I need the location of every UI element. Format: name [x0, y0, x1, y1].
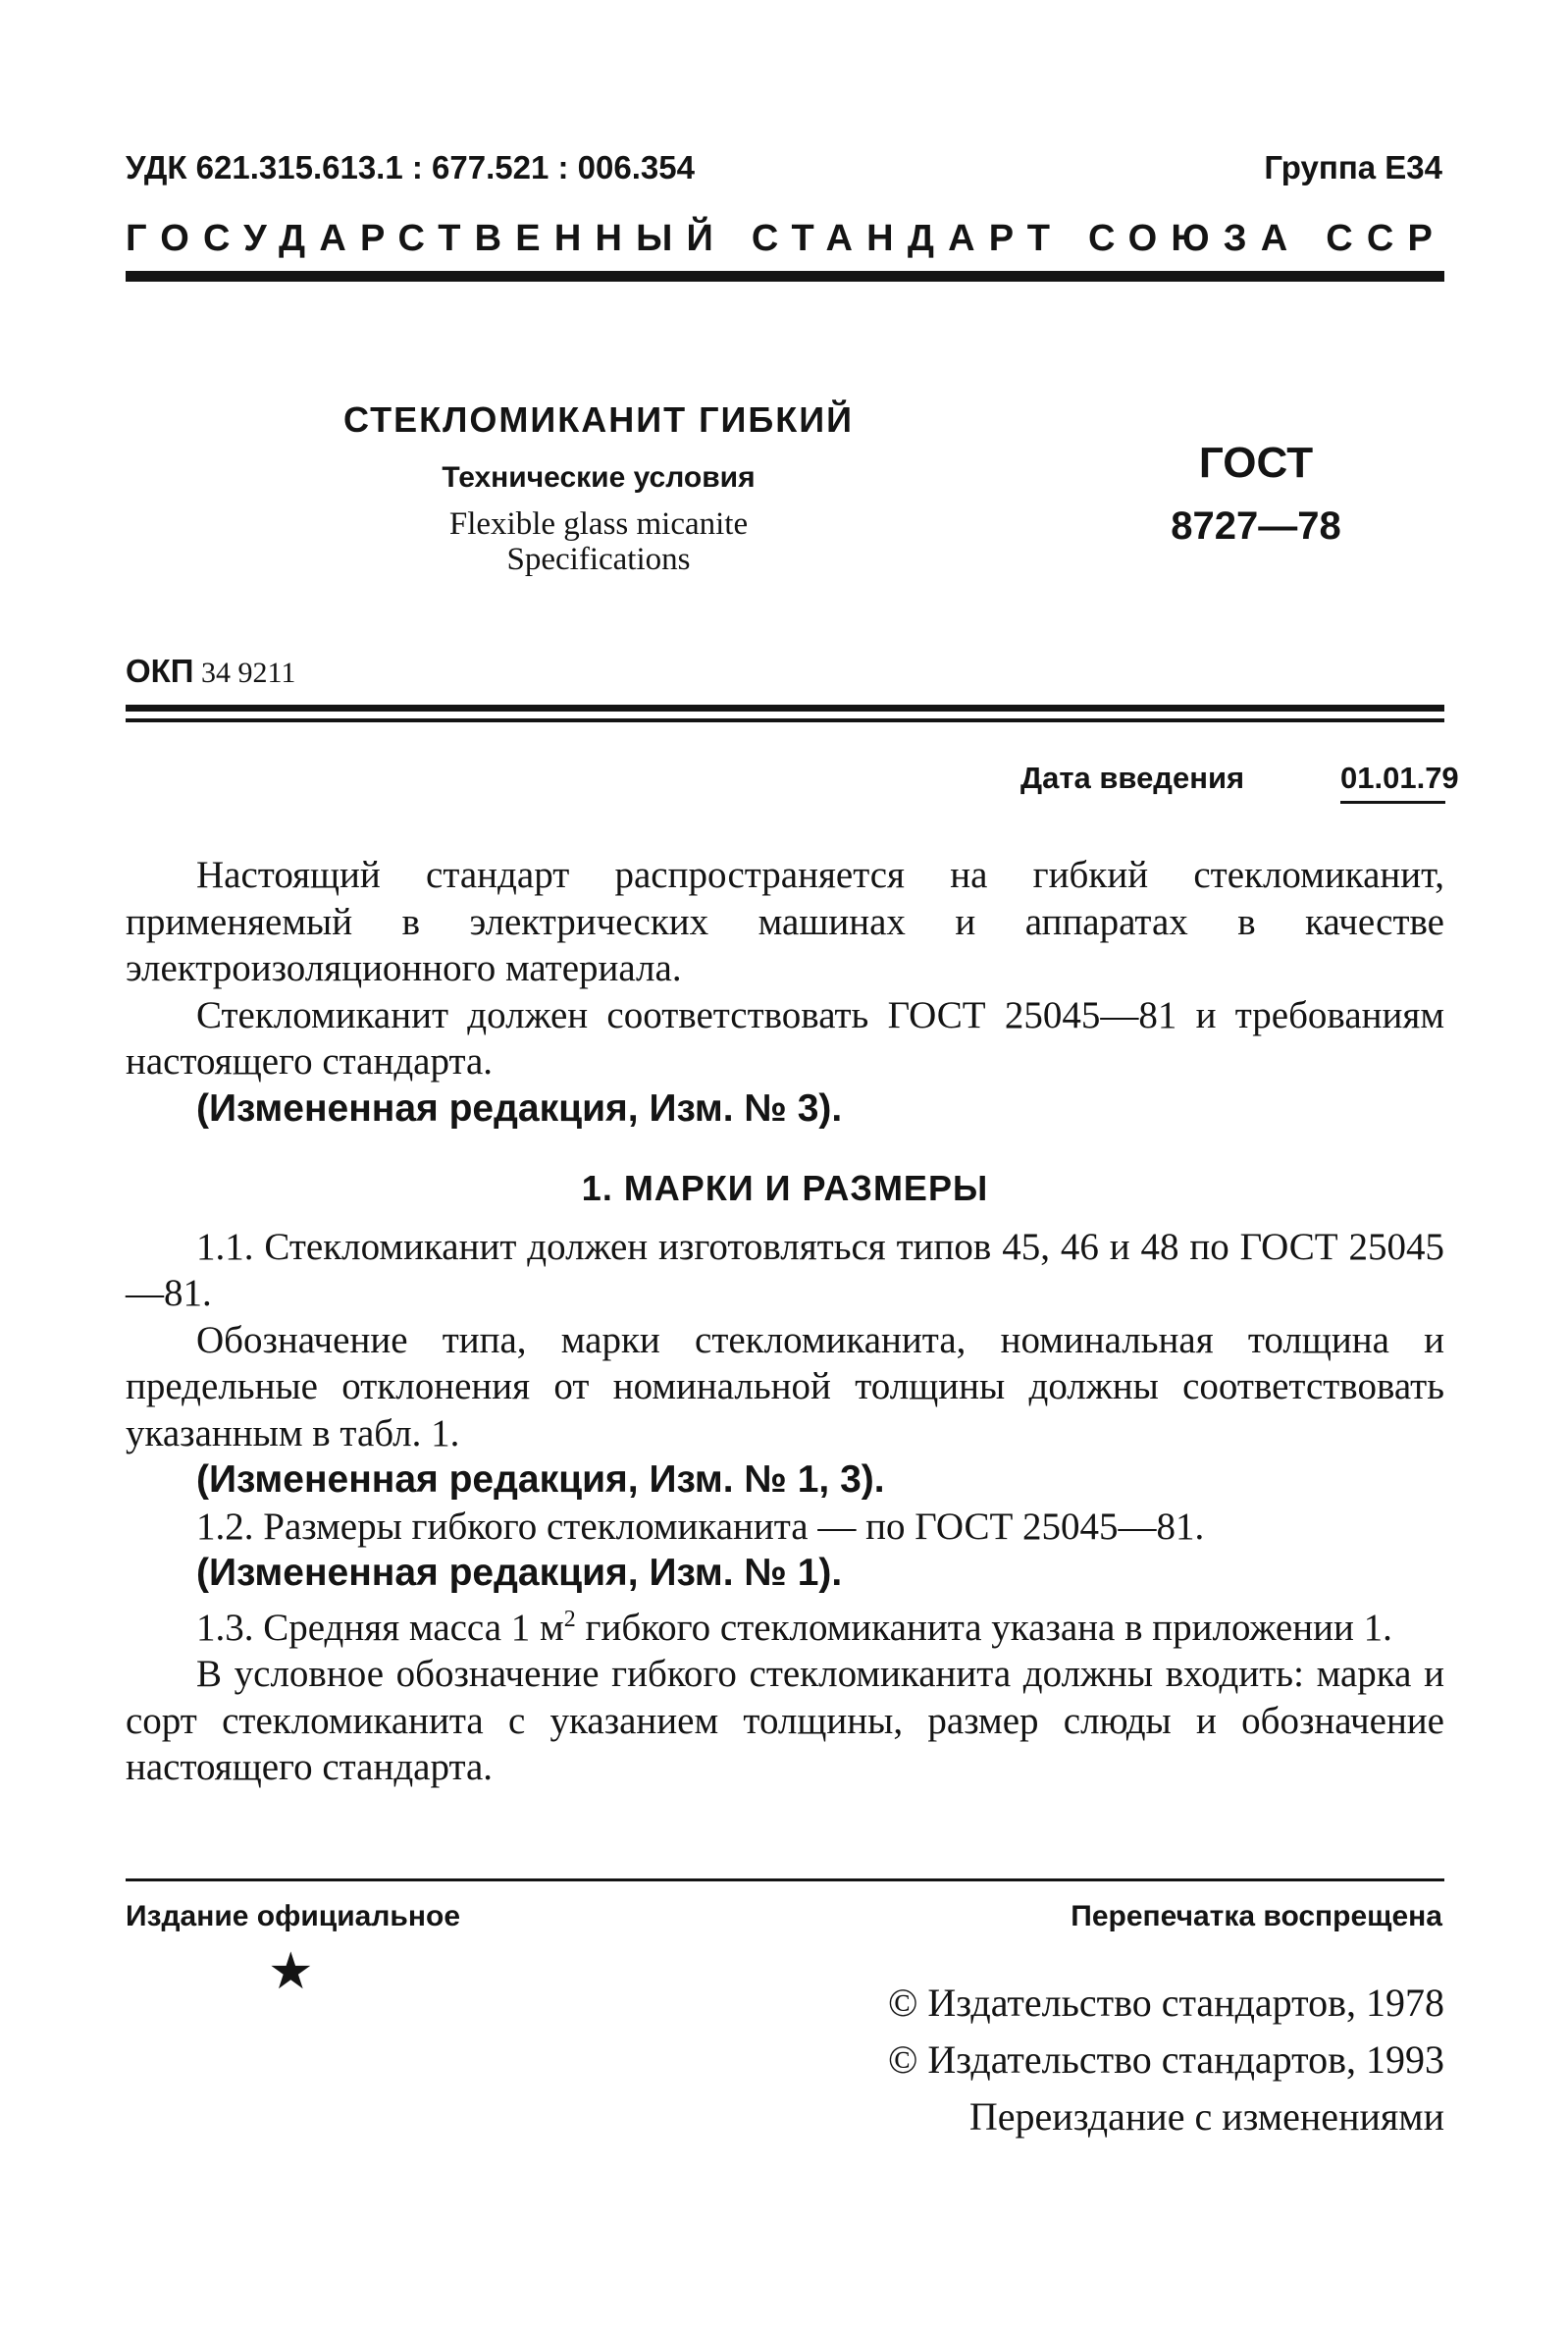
official-edition-label: Издание официальное — [126, 1900, 461, 1932]
clause-1-3-text: 1.3. Средняя масса 1 м — [196, 1606, 564, 1649]
footer-rule — [126, 1878, 1444, 1881]
clause-1-3-text-end: гибкого стекломиканита указана в приложении 1. — [575, 1606, 1392, 1649]
clause-1-2: 1.2. Размеры гибкого стекломиканита — по ГОСТ 25045—81. — [196, 1505, 1205, 1548]
introduction-date-label: Дата введения — [1020, 761, 1245, 795]
document-subtitle: Технические условия — [442, 461, 756, 494]
clause-1-1: 1.1. Стекломиканит должен изготовляться типов 45, 46 и 48 по ГОСТ 25045—81. — [126, 1225, 1444, 1314]
copyright-1978: © Издательство стандартов, 1978 — [887, 1981, 1444, 2025]
gost-label: ГОСТ — [1198, 439, 1314, 487]
udk-code: УДК 621.315.613.1 : 677.521 : 006.354 — [126, 149, 695, 185]
group-code: Группа Е34 — [1264, 149, 1442, 185]
document-title: СТЕКЛОМИКАНИТ ГИБКИЙ — [343, 399, 854, 440]
header-rule — [126, 271, 1444, 282]
section-heading: 1. МАРКИ И РАЗМЕРЫ — [581, 1168, 989, 1208]
star-icon: ★ — [268, 1944, 314, 2000]
english-title-line-1: Flexible glass micanite — [448, 506, 749, 542]
title-rule-bottom — [126, 718, 1444, 722]
reissue-note: Переиздание с изменениями — [968, 2094, 1444, 2139]
compliance-paragraph: Стекломиканит должен соответствовать ГОСТ 25045—81 и требованиям настоящего стандарта. — [126, 993, 1444, 1083]
okp-code — [126, 653, 295, 690]
reprint-prohibited-label: Перепечатка воспрещена — [1071, 1900, 1442, 1932]
copyright-block — [765, 1975, 1444, 2145]
title-block — [314, 391, 883, 577]
introduction-date-value: 01.01.79 — [1340, 761, 1459, 795]
okp-label: ОКП — [126, 653, 194, 689]
intro-paragraph: Настоящий стандарт распространяется на гибкий стекломиканит, применяемый в электрических машинах и аппаратах в качестве электроизоляционного материала. — [126, 854, 1444, 989]
clause-1-1-designation: Обозначение типа, марки стекломиканита, номинальная толщина и предельные отклонения от номинальной толщины должны соответствовать указанным в табл. 1. — [126, 1318, 1444, 1454]
title-rule-top — [126, 705, 1444, 712]
okp-value: 34 9211 — [201, 657, 296, 689]
document-body — [126, 852, 1444, 1791]
gost-designation — [1158, 432, 1354, 557]
change-note: (Измененная редакция, Изм. № 3). — [196, 1086, 843, 1130]
copyright-1993: © Издательство стандартов, 1993 — [887, 2037, 1444, 2082]
clause-1-3 — [126, 1597, 1444, 1652]
date-underline — [1340, 801, 1445, 804]
gost-number: 8727—78 — [1171, 504, 1341, 548]
change-note: (Измененная редакция, Изм. № 1, 3). — [196, 1458, 885, 1501]
change-note: (Измененная редакция, Изм. № 1). — [196, 1552, 843, 1594]
superscript-2: 2 — [563, 1606, 576, 1632]
english-title-line-2: Specifications — [506, 542, 691, 577]
state-standard-heading: ГОСУДАРСТВЕННЫЙ СТАНДАРТ СОЮЗА ССР — [126, 218, 1447, 259]
clause-1-3-designation: В условное обозначение гибкого стекломиканита должны входить: марка и сорт стекломиканита с указанием толщины, размер слюды и обозначение настоящего стандарта. — [126, 1653, 1444, 1788]
